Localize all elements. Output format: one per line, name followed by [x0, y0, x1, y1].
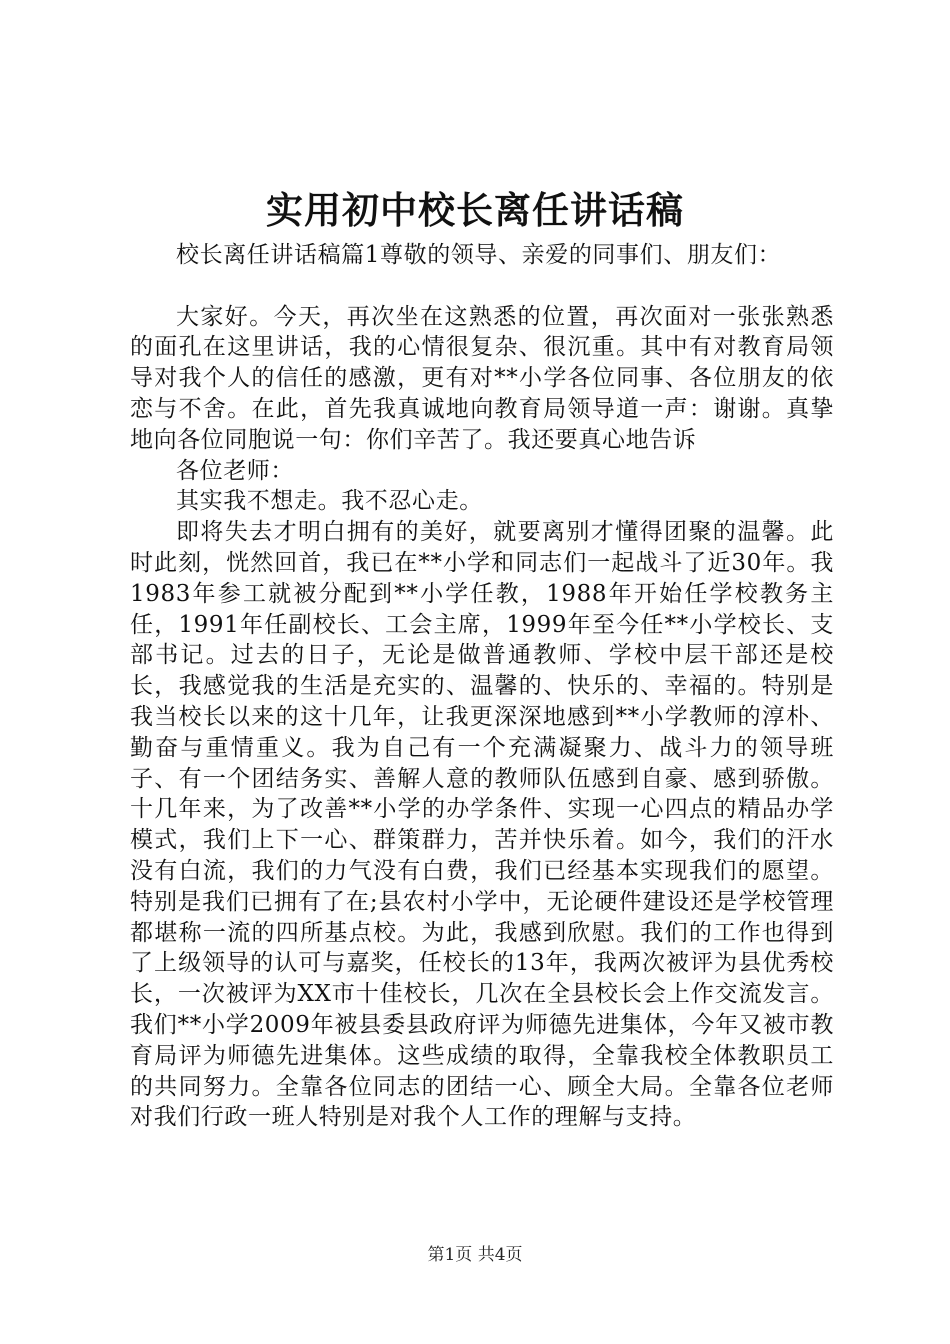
- document-title: 实用初中校长离任讲话稿: [266, 188, 684, 232]
- main-paragraph: 即将失去才明白拥有的美好，就要离别才懂得团聚的温馨。此时此刻，恍然回首，我已在**小学和同志们一起战斗了近30年。我1983年参工就被分配到**小学任教，1988年开始任学校教务主任，1991年任副校长、工会主席，1999年至今任**小学校长、支部书记。过去的日子，无论是做普通教师、学校中层干部还是校长，我感觉我的生活是充实的、温馨的、快乐的、幸福的。特别是我当校长以来的这十几年，让我更深深地感到**小学教师的淳朴、勤奋与重情重义。我为自己有一个充满凝聚力、战斗力的领导班子、有一个团结务实、善解人意的教师队伍感到自豪、感到骄傲。十几年来，为了改善**小学的办学条件、实现一心四点的精品办学模式，我们上下一心、群策群力，苦并快乐着。如今，我们的汗水没有白流，我们的力气没有白费，我们已经基本实现我们的愿望。特别是我们已拥有了在;县农村小学中，无论硬件建设还是学校管理都堪称一流的四所基点校。为此，我感到欣慰。我们的工作也得到了上级领导的认可与嘉奖，任校长的13年，我两次被评为县优秀校长，一次被评为XX市十佳校长，几次在全县校长会上作交流发言。我们**小学2009年被县委县政府评为师德先进集体，今年又被市教育局评为师德先进集体。这些成绩的取得，全靠我校全体教职员工的共同努力。全靠各位同志的团结一心、顾全大局。全靠各位老师对我们行政一班人特别是对我个人工作的理解与支持。: [130, 519, 834, 1131]
- statement-paragraph: 其实我不想走。我不忍心走。: [176, 488, 483, 515]
- page-number-footer: 第1页 共4页: [427, 1245, 523, 1265]
- document-body: [130, 240, 834, 1133]
- opening-paragraph: 校长离任讲话稿篇1尊敬的领导、亲爱的同事们、朋友们：: [176, 242, 782, 268]
- address-paragraph: 各位老师：: [176, 457, 294, 484]
- greeting-paragraph: 大家好。今天，再次坐在这熟悉的位置，再次面对一张张熟悉的面孔在这里讲话，我的心情很复杂、很沉重。其中有对教育局领导对我个人的信任的感激，更有对**小学各位同事、各位朋友的依恋与不舍。在此，首先我真诚地向教育局领导道一声：谢谢。真挚地向各位同胞说一句：你们辛苦了。我还要真心地告诉: [130, 303, 834, 453]
